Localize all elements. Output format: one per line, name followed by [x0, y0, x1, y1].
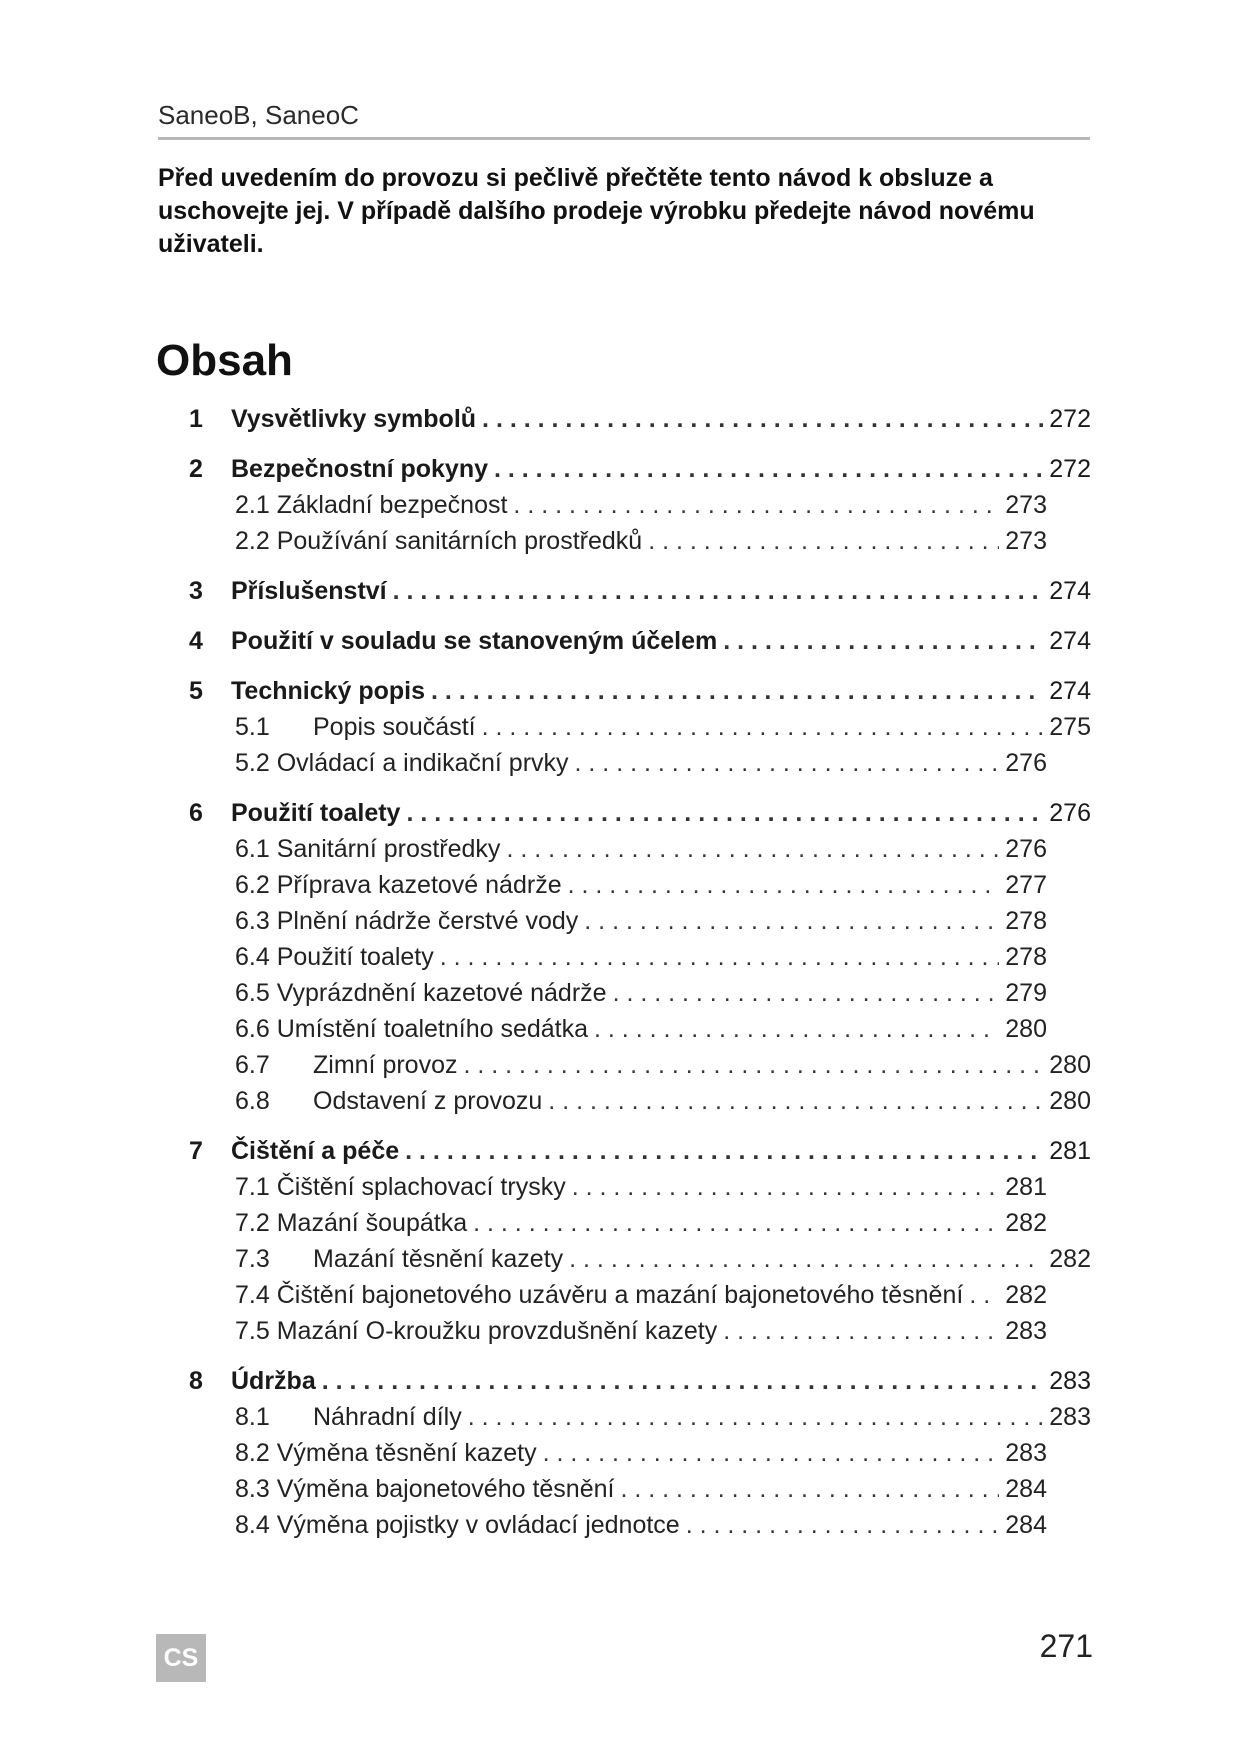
- toc-entry-8-1[interactable]: [235, 1403, 1091, 1437]
- toc-entry-page: 281: [1049, 1137, 1091, 1165]
- toc-entry-label: Výměna pojistky v ovládací jednotce: [276, 1511, 680, 1539]
- dot-leader: [406, 799, 1043, 828]
- toc-entry-5[interactable]: [176, 677, 1091, 711]
- toc-entry-number: 1: [189, 405, 203, 433]
- toc-entry-label: Vyprázdnění kazetové nádrže: [276, 979, 607, 1007]
- dot-leader: [473, 1209, 999, 1238]
- dot-leader: [482, 405, 1043, 434]
- toc-entry-page: 276: [1005, 835, 1047, 863]
- dot-leader: [648, 527, 999, 556]
- toc-entry-number: 6.6: [235, 1015, 270, 1043]
- toc-entry-number: 6.7: [235, 1051, 270, 1079]
- toc-entry-label: Bezpečnostní pokyny: [231, 455, 488, 483]
- toc-entry-page: 283: [1049, 1367, 1091, 1395]
- toc-entry-page: 278: [1005, 907, 1047, 935]
- toc-entry-page: 273: [1005, 527, 1047, 555]
- toc-entry-label: Mazání šoupátka: [276, 1209, 468, 1237]
- dot-leader: [543, 1439, 1000, 1468]
- toc-entry-number: 3: [189, 577, 203, 605]
- dot-leader: [431, 677, 1043, 706]
- toc-entry-page: 281: [1005, 1173, 1047, 1201]
- toc-entry-label: Použití toalety: [231, 799, 401, 827]
- toc-entry-number: 7.3: [235, 1245, 270, 1273]
- toc-entry-number: 8: [189, 1367, 203, 1395]
- toc-entry-number: 6.4: [235, 943, 270, 971]
- toc-entry-label: Čištění splachovací trysky: [276, 1173, 566, 1201]
- toc-entry-label: Používání sanitárních prostředků: [276, 527, 643, 555]
- toc-entry-page: 274: [1049, 677, 1091, 705]
- dot-leader: [594, 1015, 999, 1044]
- toc-entry-number: 5.2: [235, 749, 270, 777]
- toc-entry-label: Umístění toaletního sedátka: [276, 1015, 589, 1043]
- toc-entry-8-4[interactable]: [235, 1511, 1047, 1545]
- toc-entry-page: 284: [1005, 1475, 1047, 1503]
- toc-entry-page: 272: [1049, 455, 1091, 483]
- dot-leader: [405, 1137, 1043, 1166]
- toc-entry-6-2[interactable]: [235, 871, 1047, 905]
- toc-entry-label: Čištění bajonetového uzávěru a mazání bajonetového těsnění: [276, 1281, 964, 1309]
- dot-leader: [548, 1087, 1043, 1116]
- dot-leader: [572, 1173, 1000, 1202]
- toc-entry-number: 8.4: [235, 1511, 270, 1539]
- toc-entry-page: 280: [1049, 1087, 1091, 1115]
- dot-leader: [584, 907, 999, 936]
- toc-entry-5-1[interactable]: [235, 713, 1091, 747]
- toc-entry-7-3[interactable]: [235, 1245, 1091, 1279]
- toc-entry-page: 274: [1049, 627, 1091, 655]
- toc-entry-number: 6.1: [235, 835, 270, 863]
- toc-entry-page: 280: [1049, 1051, 1091, 1079]
- toc-entry-label: Mazání O-kroužku provzdušnění kazety: [276, 1317, 718, 1345]
- toc-entry-6-3[interactable]: [235, 907, 1047, 941]
- toc-entry-label: Odstavení z provozu: [313, 1087, 543, 1115]
- toc-entry-label: Použití v souladu se stanoveným účelem: [231, 627, 718, 655]
- toc-entry-label: Sanitární prostředky: [276, 835, 501, 863]
- toc-entry-3[interactable]: [176, 577, 1091, 611]
- dot-leader: [620, 1475, 999, 1504]
- dot-leader: [723, 627, 1043, 656]
- toc-entry-label: Výměna těsnění kazety: [276, 1439, 537, 1467]
- toc-entry-1[interactable]: [176, 405, 1091, 439]
- toc-entry-7-1[interactable]: [235, 1173, 1047, 1207]
- toc-entry-6-6[interactable]: [235, 1015, 1047, 1049]
- toc-entry-number: 4: [189, 627, 203, 655]
- toc-entry-number: 5: [189, 677, 203, 705]
- toc-entry-label: Vysvětlivky symbolů: [231, 405, 477, 433]
- toc-entry-label: Ovládací a indikační prvky: [276, 749, 569, 777]
- toc-entry-label: Použití toalety: [276, 943, 434, 971]
- toc-entry-page: 282: [1005, 1209, 1047, 1237]
- toc-entry-page: 282: [1005, 1281, 1047, 1309]
- dot-leader: [613, 979, 1000, 1008]
- dot-leader: [568, 871, 1000, 900]
- toc-entry-label: Mazání těsnění kazety: [313, 1245, 564, 1273]
- toc-entry-6-4[interactable]: [235, 943, 1047, 977]
- dot-leader: [494, 455, 1043, 484]
- toc-entry-6-1[interactable]: [235, 835, 1047, 869]
- toc-entry-page: 276: [1049, 799, 1091, 827]
- toc-entry-4[interactable]: [176, 627, 1091, 661]
- dot-leader: [506, 835, 999, 864]
- toc-entry-page: 276: [1005, 749, 1047, 777]
- dot-leader: [468, 1403, 1044, 1432]
- dot-leader: [322, 1367, 1044, 1396]
- toc-entry-label: Plnění nádrže čerstvé vody: [276, 907, 579, 935]
- toc-entry-label: Příslušenství: [231, 577, 387, 605]
- toc-entry-number: 2.2: [235, 527, 270, 555]
- language-badge: CS: [156, 1634, 206, 1682]
- toc-title: Obsah: [156, 336, 293, 385]
- toc-entry-7-4[interactable]: [235, 1281, 1047, 1315]
- toc-entry-7-2[interactable]: [235, 1209, 1047, 1243]
- toc-entry-label: Příprava kazetové nádrže: [276, 871, 562, 899]
- toc-entry-6-7[interactable]: [235, 1051, 1091, 1085]
- toc-entry-number: 5.1: [235, 713, 270, 741]
- toc-entry-8-3[interactable]: [235, 1475, 1047, 1509]
- toc-entry-page: 283: [1005, 1317, 1047, 1345]
- toc-entry-page: 280: [1005, 1015, 1047, 1043]
- toc-entry-page: 283: [1005, 1439, 1047, 1467]
- intro-notice: Před uvedením do provozu si pečlivě přečtěte tento návod k obsluze a uschovejte jej. V případě dalšího prodeje výrobku předejte návod novému uživateli.: [158, 164, 1035, 258]
- toc-entry-number: 6.3: [235, 907, 270, 935]
- toc-entry-number: 8.2: [235, 1439, 270, 1467]
- toc-entry-label: Čištění a péče: [231, 1137, 400, 1165]
- toc-entry-7-5[interactable]: [235, 1317, 1047, 1351]
- toc-entry-8[interactable]: [176, 1367, 1091, 1401]
- toc-entry-number: 7.4: [235, 1281, 270, 1309]
- toc-entry-label: Technický popis: [231, 677, 426, 705]
- toc-entry-number: 7.1: [235, 1173, 270, 1201]
- toc-entry-6-8[interactable]: [235, 1087, 1091, 1121]
- toc-entry-number: 7.5: [235, 1317, 270, 1345]
- toc-entry-number: 6.2: [235, 871, 270, 899]
- dot-leader: [575, 749, 1000, 778]
- dot-leader: [513, 491, 999, 520]
- dot-leader: [686, 1511, 1000, 1540]
- toc-entry-page: 284: [1005, 1511, 1047, 1539]
- dot-leader: [393, 577, 1044, 606]
- toc-entry-number: 8.1: [235, 1403, 270, 1431]
- dot-leader: [463, 1051, 1043, 1080]
- dot-leader: [440, 943, 1000, 972]
- toc-entry-number: 6: [189, 799, 203, 827]
- toc-entry-number: 6.5: [235, 979, 270, 1007]
- page-number: 271: [1039, 1628, 1093, 1664]
- toc-entry-page: 279: [1005, 979, 1047, 1007]
- dot-leader: [969, 1281, 999, 1310]
- toc-entry-7[interactable]: [176, 1137, 1091, 1171]
- toc-entry-page: 273: [1005, 491, 1047, 519]
- toc-entry-8-2[interactable]: [235, 1439, 1047, 1473]
- toc-entry-number: 6.8: [235, 1087, 270, 1115]
- toc-entry-2[interactable]: [176, 455, 1091, 489]
- toc-entry-page: 275: [1049, 713, 1091, 741]
- toc-entry-2-1[interactable]: [235, 491, 1047, 525]
- toc-entry-page: 283: [1049, 1403, 1091, 1431]
- toc-entry-label: Zimní provoz: [313, 1051, 458, 1079]
- toc-entry-number: 8.3: [235, 1475, 270, 1503]
- toc-entry-label: Výměna bajonetového těsnění: [276, 1475, 615, 1503]
- toc-entry-6-5[interactable]: [235, 979, 1047, 1013]
- toc-entry-number: 7: [189, 1137, 203, 1165]
- toc-entry-page: 272: [1049, 405, 1091, 433]
- toc-entry-page: 277: [1005, 871, 1047, 899]
- toc-entry-number: 2.1: [235, 491, 270, 519]
- toc-entry-number: 2: [189, 455, 203, 483]
- toc-entry-number: 7.2: [235, 1209, 270, 1237]
- dot-leader: [723, 1317, 999, 1346]
- toc-entry-label: Popis součástí: [313, 713, 476, 741]
- running-header: SaneoB, SaneoC: [158, 100, 1090, 140]
- toc-entry-label: Náhradní díly: [313, 1403, 462, 1431]
- toc-entry-2-2[interactable]: [235, 527, 1047, 561]
- dot-leader: [482, 713, 1044, 742]
- toc-entry-page: 278: [1005, 943, 1047, 971]
- toc-entry-page: 274: [1049, 577, 1091, 605]
- dot-leader: [569, 1245, 1043, 1274]
- toc-entry-page: 282: [1049, 1245, 1091, 1273]
- toc-entry-label: Údržba: [231, 1367, 316, 1395]
- toc-entry-label: Základní bezpečnost: [276, 491, 508, 519]
- toc-entry-5-2[interactable]: [235, 749, 1047, 783]
- toc-entry-6[interactable]: [176, 799, 1091, 833]
